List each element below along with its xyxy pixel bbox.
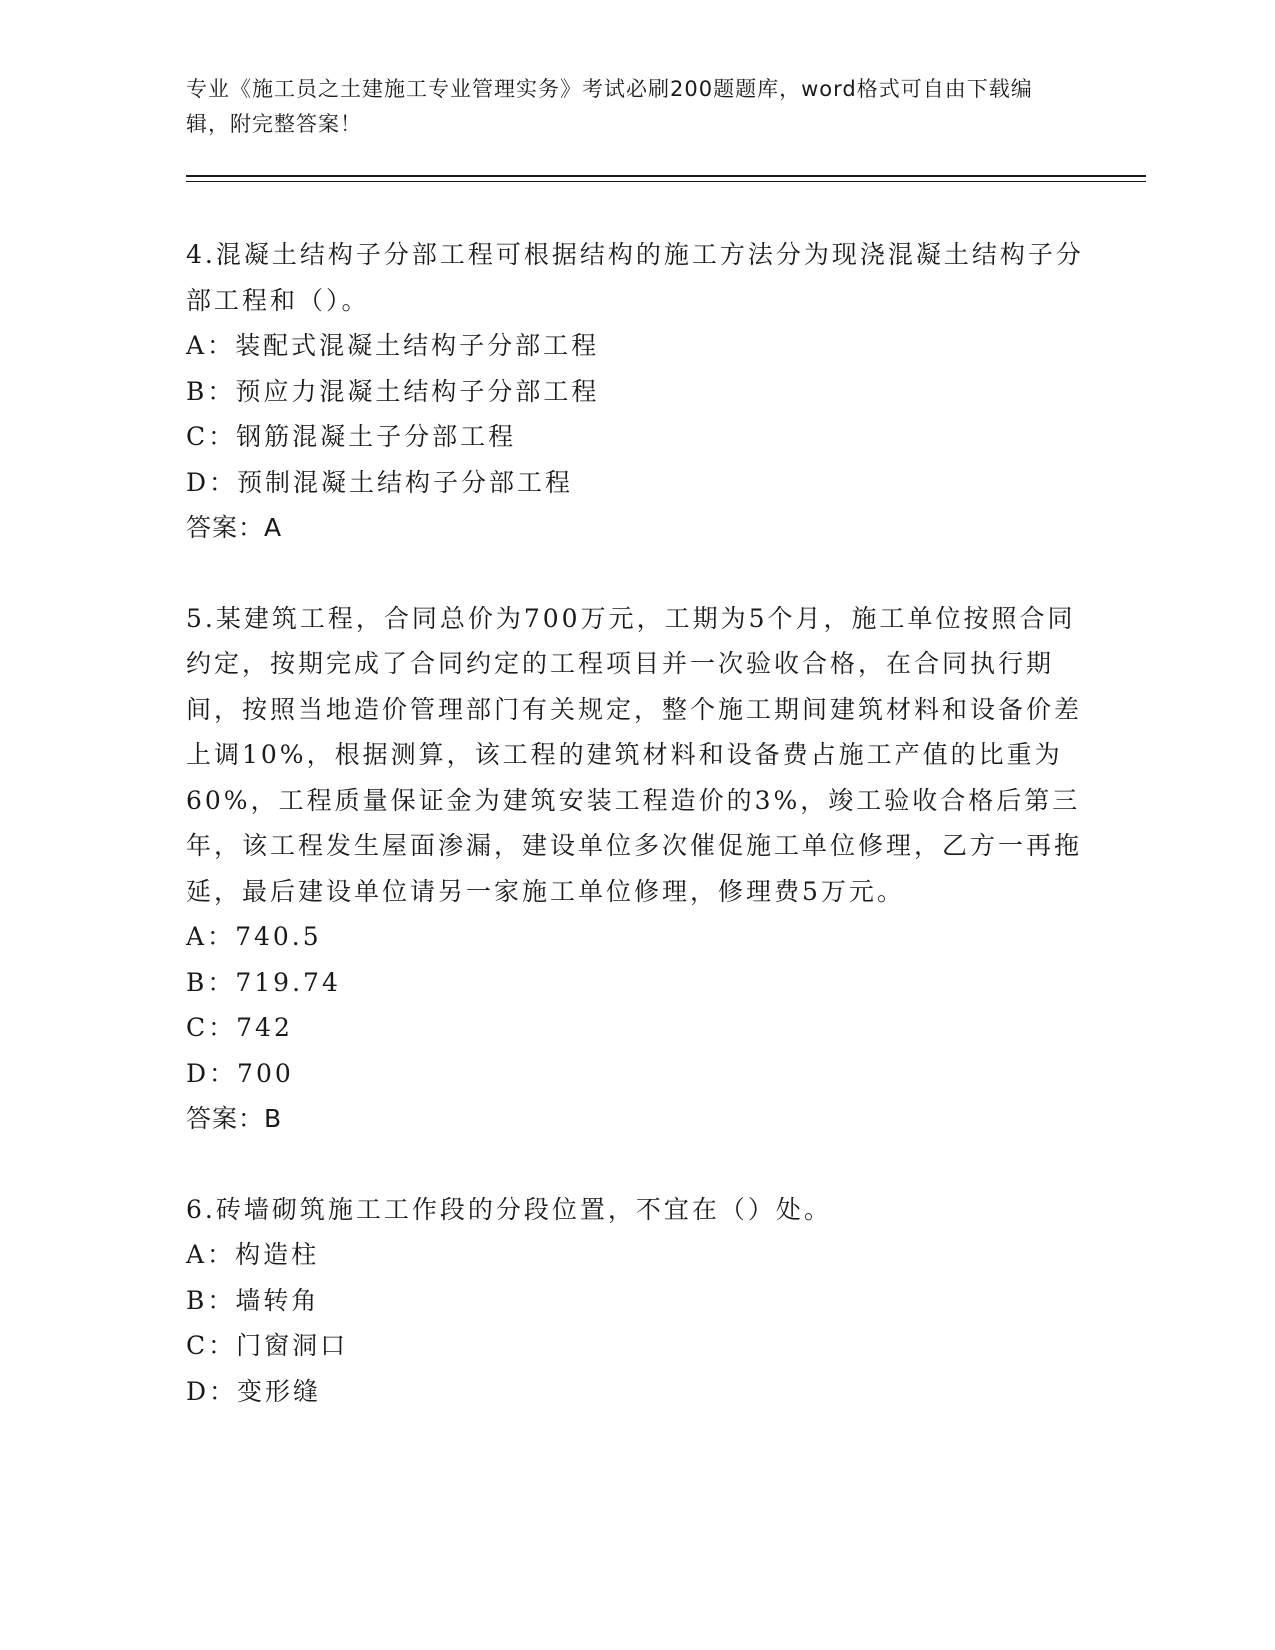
option-letter: C： (186, 1013, 237, 1042)
question-text: 6.砖墙砌筑施工工作段的分段位置，不宜在（）处。 (186, 1194, 832, 1224)
option-text: 变形缝 (237, 1376, 322, 1406)
option-text: 700 (237, 1058, 294, 1088)
question-6 (186, 1187, 1086, 1415)
question-list (186, 232, 1086, 1414)
option-d (186, 1369, 1086, 1415)
option-text: 钢筋混凝土子分部工程 (236, 422, 517, 451)
option-letter: D： (186, 1058, 238, 1088)
option-letter: B： (186, 1285, 236, 1315)
option-letter: B： (186, 376, 236, 406)
header-divider-thick (186, 175, 1146, 177)
option-a (186, 914, 1086, 960)
option-c (186, 414, 1086, 460)
option-b (186, 1278, 1086, 1324)
option-b (186, 369, 1086, 415)
option-text: 719.74 (235, 967, 341, 997)
option-letter: C： (186, 422, 237, 451)
option-letter: B： (186, 967, 236, 997)
option-letter: A： (186, 1240, 236, 1269)
document-header: 专业《施工员之土建施工专业管理实务》考试必刷200题题库，word格式可自由下载编辑，附完整答案！ (186, 77, 1033, 136)
option-text: 740.5 (235, 922, 322, 951)
option-letter: C： (186, 1331, 237, 1360)
answer-line: 答案：B (186, 1104, 283, 1133)
option-a (186, 323, 1086, 369)
header-divider-thin (186, 181, 1146, 182)
option-a (186, 1232, 1086, 1278)
option-text: 构造柱 (235, 1240, 320, 1269)
option-text: 墙转角 (235, 1285, 320, 1315)
option-letter: A： (186, 922, 236, 951)
option-c (186, 1005, 1086, 1051)
option-d (186, 1051, 1086, 1097)
option-text: 门窗洞口 (236, 1331, 349, 1360)
question-spacer (186, 551, 1086, 596)
option-text: 装配式混凝土结构子分部工程 (235, 331, 600, 360)
question-text: 5.某建筑工程，合同总价为700万元，工期为5个月，施工单位按照合同约定，按期完成了合同约定的工程项目并一次验收合格，在合同执行期间，按照当地造价管理部门有关规定，整个施工期间建筑材料和设备价差上调10%，根据测算，该工程的建筑材料和设备费占施工产值的比重为60%，工程质量保证金为建筑安装工程造价的3%，竣工验收合格后第三年，该工程发生屋面渗漏，建设单位多次催促施工单位修理，乙方一再拖延，最后建设单位请另一家施工单位修理，修理费5万元。 (186, 603, 1083, 906)
question-spacer (186, 1142, 1086, 1187)
option-letter: D： (186, 467, 238, 497)
option-letter: A： (186, 331, 236, 360)
question-5 (186, 596, 1086, 1142)
option-b (186, 960, 1086, 1006)
question-text: 4.混凝土结构子分部工程可根据结构的施工方法分为现浇混凝土结构子分部工程和（）。 (186, 240, 1084, 315)
option-text: 预应力混凝土结构子分部工程 (235, 376, 600, 406)
option-letter: D： (186, 1376, 238, 1406)
option-d (186, 460, 1086, 506)
option-c (186, 1323, 1086, 1369)
question-4 (186, 232, 1086, 551)
option-text: 742 (236, 1013, 293, 1042)
option-text: 预制混凝土结构子分部工程 (237, 467, 574, 497)
answer-line: 答案：A (186, 513, 283, 542)
